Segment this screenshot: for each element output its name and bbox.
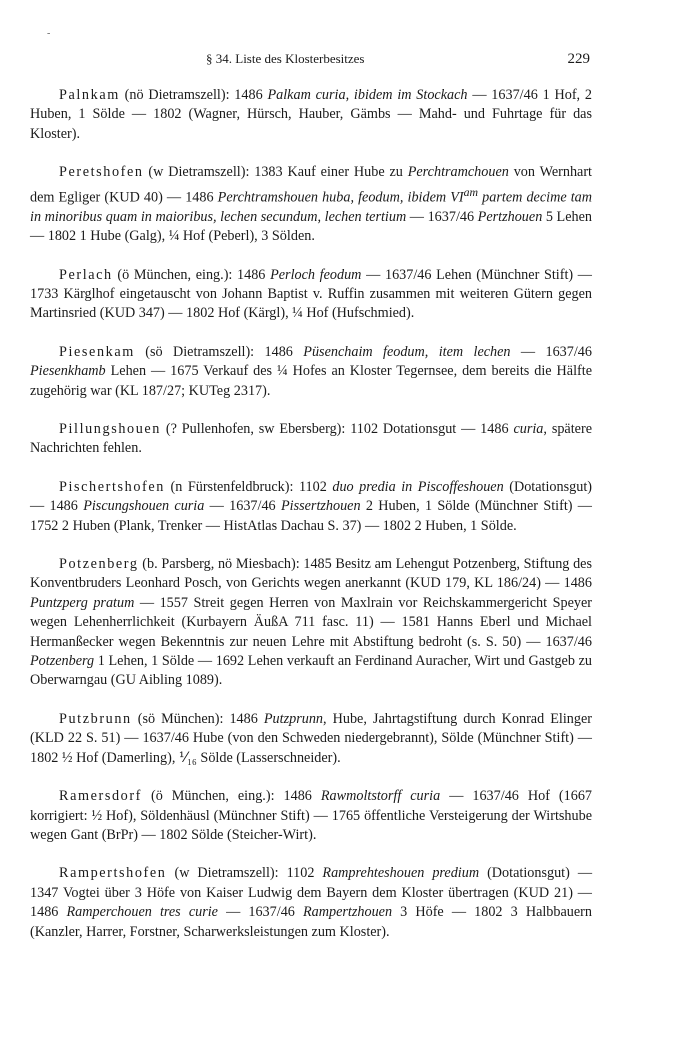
entry-peretshofen: [30, 163, 592, 246]
text-segment: — 1557 Streit gegen Herren von Maxlrain vor Reichskammergericht Speyer wegen Lehenherrlichkeit (Kurbayern ÄußA 711 fasc. 11) — 1581 Hanns Eberl und Michael Hermanßecker wegen Bekenntnis zur neuen Lehre mit Abstiftung bedroht (s. S. 50) — 1637/46: [30, 594, 592, 650]
historical-form: Putzprunn: [263, 710, 324, 727]
corner-mark: -: [47, 28, 51, 39]
historical-form: Pissertzhouen: [280, 498, 361, 515]
entry-pillungshouen: [30, 420, 592, 459]
text-segment: (sö München): 1486: [131, 710, 264, 727]
text-segment: — 1637/46: [510, 343, 592, 360]
entry-palnkam: [30, 86, 592, 144]
text-segment: (Dotationsgut) — 1347 Vogtei über 3 Höfe von Kaiser Ludwig dem Bayern dem Kloster übertragen (KUD 21) — 1486: [30, 865, 593, 921]
text-segment: (? Pullenhofen, sw Ebersberg): 1102 Dotationsgut — 1486: [161, 421, 514, 438]
page-number: 229: [567, 51, 590, 67]
place-name: Pillungshouen: [59, 421, 161, 438]
text-segment: (w Dietramszell): 1383 Kauf einer Hube zu: [143, 164, 408, 181]
historical-form: Rawmoltstorff curia: [320, 788, 441, 805]
historical-form: Perchtramshouen huba, feodum, ibidem VI: [217, 189, 464, 206]
text-segment: (ö München, eing.): 1486: [112, 266, 271, 283]
place-name: Putzbrunn: [59, 710, 132, 727]
historical-form: Rampertzhouen: [303, 904, 393, 921]
entry-text: [30, 420, 592, 459]
entry-text: [30, 163, 592, 246]
historical-form: Potzenberg: [30, 653, 95, 670]
historical-form: curia: [513, 421, 544, 438]
text-segment: Lehen — 1675 Verkauf des ¼ Hofes an Kloster Tegernsee, dem bereits die Hälfte zugehörig war (KL 187/27; KUTeg 2317).: [30, 363, 592, 399]
place-name: Peretshofen: [59, 164, 144, 181]
entry-rampertshofen: [30, 864, 592, 942]
entry-ramersdorf: [30, 787, 592, 845]
historical-form: Piscungshouen curia: [83, 498, 205, 515]
text-segment: — 1637/46 Lehen (Münchner Stift) — 1733 Kärglhof eingetauscht von Johann Baptist v. Ruffin zusammen mit weiteren Gütern gegen Martinsried (KUD 347) — 1802 Hof (Kärgl), ¼ Hof (Hufschmied).: [30, 266, 592, 322]
entry-potzenberg: [30, 555, 592, 691]
running-head: [30, 51, 590, 68]
historical-form: Ramprehteshouen predium: [322, 865, 480, 882]
historical-form: partem decime tam in minoribus quam in maioribus, lechen secundum, lechen tertium: [30, 189, 592, 225]
entry-text: [30, 555, 592, 691]
running-head-title: § 34. Liste des Klosterbesitzes: [206, 51, 365, 66]
historical-form: Palkam curia, ibidem im Stockach: [267, 87, 468, 103]
text-segment: — 1637/46 1 Hof, 2 Huben, 1 Sölde — 1802 (Wagner, Hürsch, Hauber, Gämbs — Mahd- und Fuhrtage für das Kloster).: [30, 87, 592, 142]
place-name: Perlach: [59, 266, 113, 283]
historical-form: am: [463, 184, 479, 199]
place-name: Ramersdorf: [59, 788, 142, 805]
historical-form: Ramperchouen tres curie: [66, 904, 218, 921]
text-segment: (sö Dietramszell): 1486: [134, 343, 304, 360]
text-segment: 1 Lehen, 1 Sölde — 1692 Lehen verkauft an Ferdinand Auracher, Wirt und Gastgeb zu Oberwarngau (GU Aibling 1089).: [30, 653, 592, 689]
text-segment: — 1637/46: [204, 498, 281, 515]
entry-text: [30, 710, 592, 768]
place-name: Piesenkam: [59, 343, 135, 360]
historical-form: Pertzhouen: [477, 208, 543, 225]
entry-piesenkam: [30, 343, 592, 401]
text-segment: , Hube, Jahrtagstiftung durch Konrad Elinger (KLD 22 S. 51) — 1637/46 Hube (von den Schweden niedergebrannt), Sölde (Münchner Stift) — 1802 ½ Hof (Damerling), ⅟₁₆ Sölde (Lasserschneider).: [30, 710, 592, 766]
text-segment: (w Dietramszell): 1102: [166, 865, 323, 882]
entry-list: [30, 86, 592, 961]
entry-text: [30, 864, 592, 942]
historical-form: Piesenkhamb: [30, 363, 106, 380]
entry-text: [30, 478, 592, 536]
historical-form: duo predia in Piscoffeshouen: [332, 478, 504, 495]
place-name: Palnkam: [59, 87, 120, 103]
historical-form: Perchtramchouen: [407, 164, 509, 181]
entry-text: [30, 787, 592, 845]
text-segment: 5 Lehen — 1802 1 Hube (Galg), ¼ Hof (Peberl), 3 Sölden.: [30, 208, 593, 245]
historical-form: Püsenchaim feodum, item lechen: [303, 343, 511, 360]
text-segment: von Wernhart dem Egliger (KUD 40) — 1486: [30, 164, 592, 206]
text-segment: — 1637/46 Hof (1667 korrigiert: ½ Hof), Söldenhäusl (Münchner Stift) — 1765 öffentliche Versteigerung der Wirtshube wegen Gant (BrPr) — 1802 Sölde (Steicher-Wirt).: [30, 788, 593, 843]
text-segment: — 1637/46: [406, 208, 478, 225]
text-segment: 2 Huben, 1 Sölde (Münchner Stift) — 1752 2 Huben (Plank, Trenker — HistAtlas Dachau S. 37) — 1802 2 Huben, 1 Sölde.: [30, 498, 592, 534]
text-segment: (ö München, eing.): 1486: [141, 788, 321, 805]
entry-text: [30, 343, 592, 401]
place-name: Rampertshofen: [59, 865, 167, 882]
place-name: Pischertshofen: [59, 478, 165, 495]
entry-putzbrunn: [30, 710, 592, 768]
place-name: Potzenberg: [59, 556, 139, 573]
entry-text: [30, 266, 592, 324]
entry-pischertshofen: [30, 478, 592, 536]
text-segment: (b. Parsberg, nö Miesbach): 1485 Besitz am Lehengut Potzenberg, Stiftung des Konventbruders Leonhard Posch, von Gerichts wegen anerkannt (KUD 179, KL 186/24) — 1486: [30, 556, 592, 592]
entry-perlach: [30, 266, 592, 324]
text-segment: — 1637/46: [217, 904, 303, 921]
historical-form: Perloch feodum: [270, 266, 362, 283]
text-segment: 3 Höfe — 1802 3 Halbbauern (Kanzler, Harrer, Forstner, Scharwerksleistungen zum Kloster).: [30, 904, 593, 940]
historical-form: Puntzperg pratum: [30, 594, 135, 611]
entry-text: [30, 86, 592, 144]
text-segment: (nö Dietramszell): 1486: [119, 87, 268, 103]
text-segment: (n Fürstenfeldbruck): 1102: [164, 478, 333, 495]
text-segment: , spätere Nachrichten fehlen.: [30, 421, 592, 457]
text-segment: (Dotationsgut) — 1486: [30, 478, 592, 515]
